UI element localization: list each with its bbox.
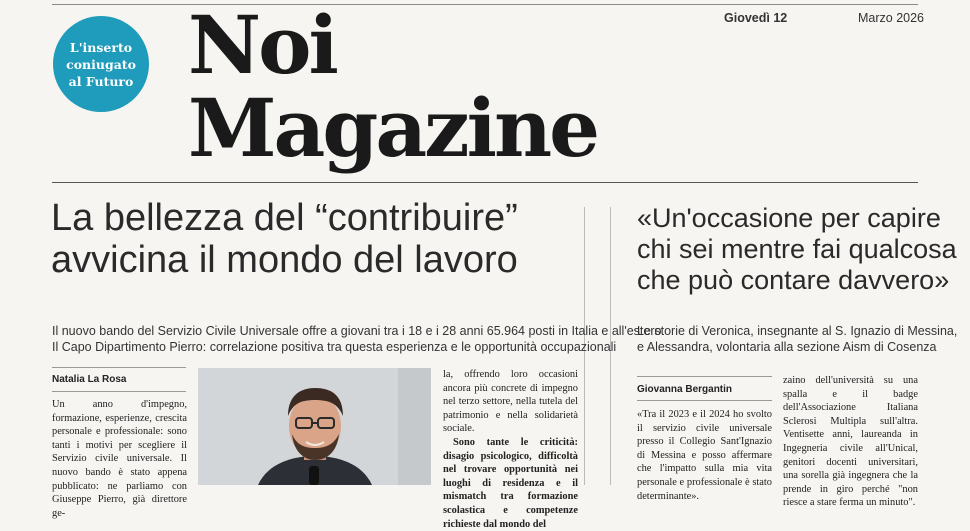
main-article-column-3 [443,368,578,531]
top-rule [52,4,918,5]
main-col3-text: la, offrendo loro occasioni ancora più concrete di impegno nel terzo settore, nella tutela del patrimonio e nella solidarietà sociale. [443,369,578,435]
side-byline-rule-top [637,376,772,377]
main-author: Natalia La Rosa [52,374,127,385]
header-rule [52,182,918,183]
masthead-magazine: Magazine [188,81,598,175]
side-headline-line2: chi sei mentre fai qualcosa [637,234,957,264]
masthead-noi: Noi [188,0,336,92]
article-photo [198,368,431,485]
side-article-column-2 [783,374,918,510]
main-headline-line2: avvicina il mondo del lavoro [51,239,518,281]
main-deck-line1: Il nuovo bando del Servizio Civile Universale offre a giovani tra i 18 e i 28 anni 65.964 posti in Italia e all'estero [52,324,662,338]
main-article-column-1 [52,398,187,520]
badge-text: L'inserto coniugato al Futuro [66,39,136,89]
side-headline-line3: che può contare davvero» [637,265,950,295]
issue-day: Giovedì 12 [724,11,788,25]
side-author: Giovanna Bergantin [637,384,733,395]
side-col1-text: «Tra il 2023 e il 2024 ho svolto il servizio civile universale presso il Collegio Sant'Ignazio di Messina e posso affermare che l'impatto sulla mia vita personale e professionale è stato determinante». [637,409,772,502]
main-byline-rule-top [52,367,186,368]
issue-month-year: Marzo 2026 [858,11,925,25]
side-headline-line1: «Un'occasione per capire [637,203,941,233]
side-col2-text: zaino dell'università su una spalla e il badge dell'Associazione Italiana Sclerosi Multipla sull'altra. Ventisette anni, laureanda in Ingegneria civile all'Unical, genitori docenti universitari, una sorella già ingegnera che la prende in giro perché "non riesce a stare ferma un minuto". [783,375,918,509]
main-col3-bold-text: Sono tante le criticità: disagio psicologico, difficoltà nel trovare opportunità nei luoghi di residenza e il mismatch tra formazione scolastica e competenze richieste dal mondo del [443,436,578,530]
side-article-column-1 [637,408,772,503]
main-deck-line2: Il Capo Dipartimento Pierro: correlazione positiva tra questa esperienza e le opportunità occupazionali [52,340,617,354]
side-deck-line2: e Alessandra, volontaria alla sezione Aism di Cosenza [637,340,937,354]
insert-badge [53,16,149,112]
side-byline-rule-bottom [637,400,772,401]
portrait-illustration [198,368,431,485]
side-deck-line1: Le storie di Veronica, insegnante al S. Ignazio di Messina, [637,324,958,338]
main-col1-text: Un anno d'impegno, formazione, esperienze, crescita personale e professionale: sono tanti i motivi per scegliere il Servizio civile universale. Il nuovo bando è stato appena pubblicato: ne parliamo con Giuseppe Pierro, già direttore ge- [52,399,187,519]
main-byline-rule-bottom [52,391,186,392]
main-headline-line1: La bellezza del “contribuire” [51,197,518,239]
